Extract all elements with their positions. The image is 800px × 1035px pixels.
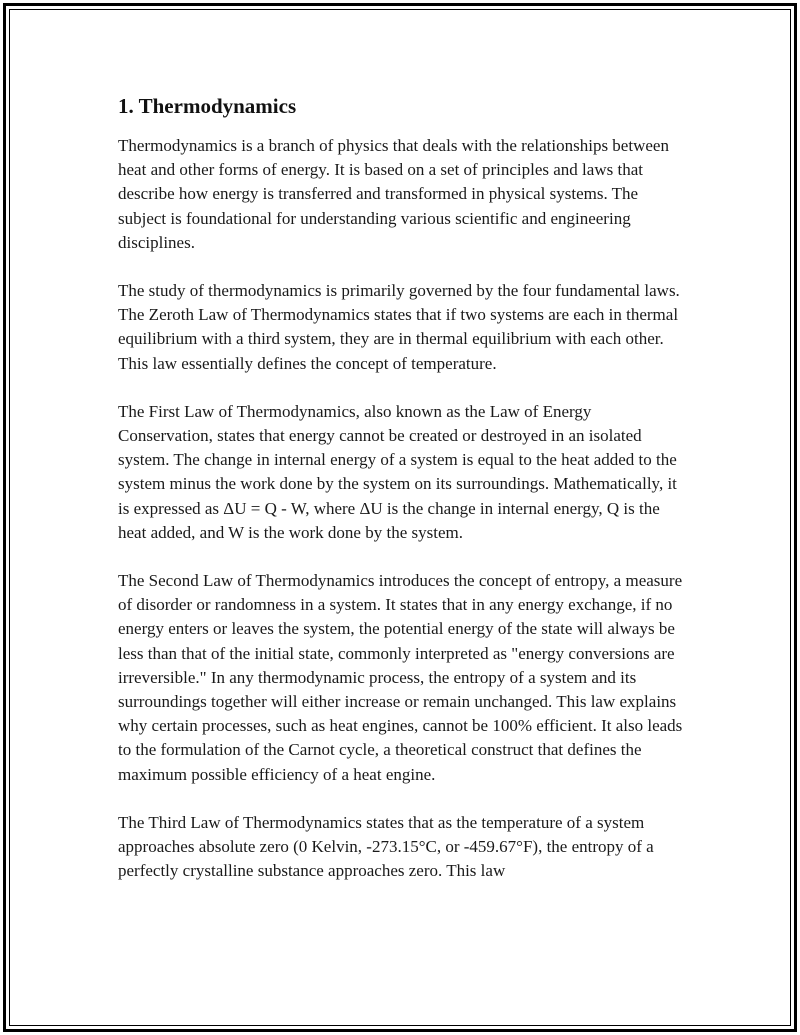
paragraph-first-law: The First Law of Thermodynamics, also known as the Law of Energy Conservation, states that energy cannot be created or destroyed in an isolated system. The change in internal energy of a system is equal to the heat added to the system minus the work done by the system on its surroundings. Mathematically, it is expressed as ΔU = Q - W, where ΔU is the change in internal energy, Q is the heat added, and W is the work done by the system.: [118, 401, 677, 542]
document-body: [118, 92, 688, 907]
paragraph-third-law: The Third Law of Thermodynamics states that as the temperature of a system approaches absolute zero (0 Kelvin, -273.15°C, or -459.67°F), the entropy of a perfectly crystalline substance approaches zero. This law: [118, 812, 654, 881]
paragraph-zeroth-law: The study of thermodynamics is primarily governed by the four fundamental laws. The Zeroth Law of Thermodynamics states that if two systems are each in thermal equilibrium with a third system, they are in thermal equilibrium with each other. This law essentially defines the concept of temperature.: [118, 281, 680, 373]
paragraph-intro: Thermodynamics is a branch of physics that deals with the relationships between heat and other forms of energy. It is based on a set of principles and laws that describe how energy is transferred and transformed in physical systems. The subject is foundational for understanding various scientific and engineering disciplines.: [118, 136, 669, 252]
section-heading: 1. Thermodynamics: [118, 94, 297, 118]
paragraph-second-law: The Second Law of Thermodynamics introduces the concept of entropy, a measure of disorder or randomness in a system. It states that in any energy exchange, if no energy enters or leaves the system, the potential energy of the state will always be less than that of the initial state, commonly interpreted as "energy conversions are irreversible." In any thermodynamic process, the entropy of a system and its surroundings together will either increase or remain unchanged. This law explains why certain processes, such as heat engines, cannot be 100% efficient. It also leads to the formulation of the Carnot cycle, a theoretical construct that defines the maximum possible efficiency of a heat engine.: [118, 571, 683, 784]
